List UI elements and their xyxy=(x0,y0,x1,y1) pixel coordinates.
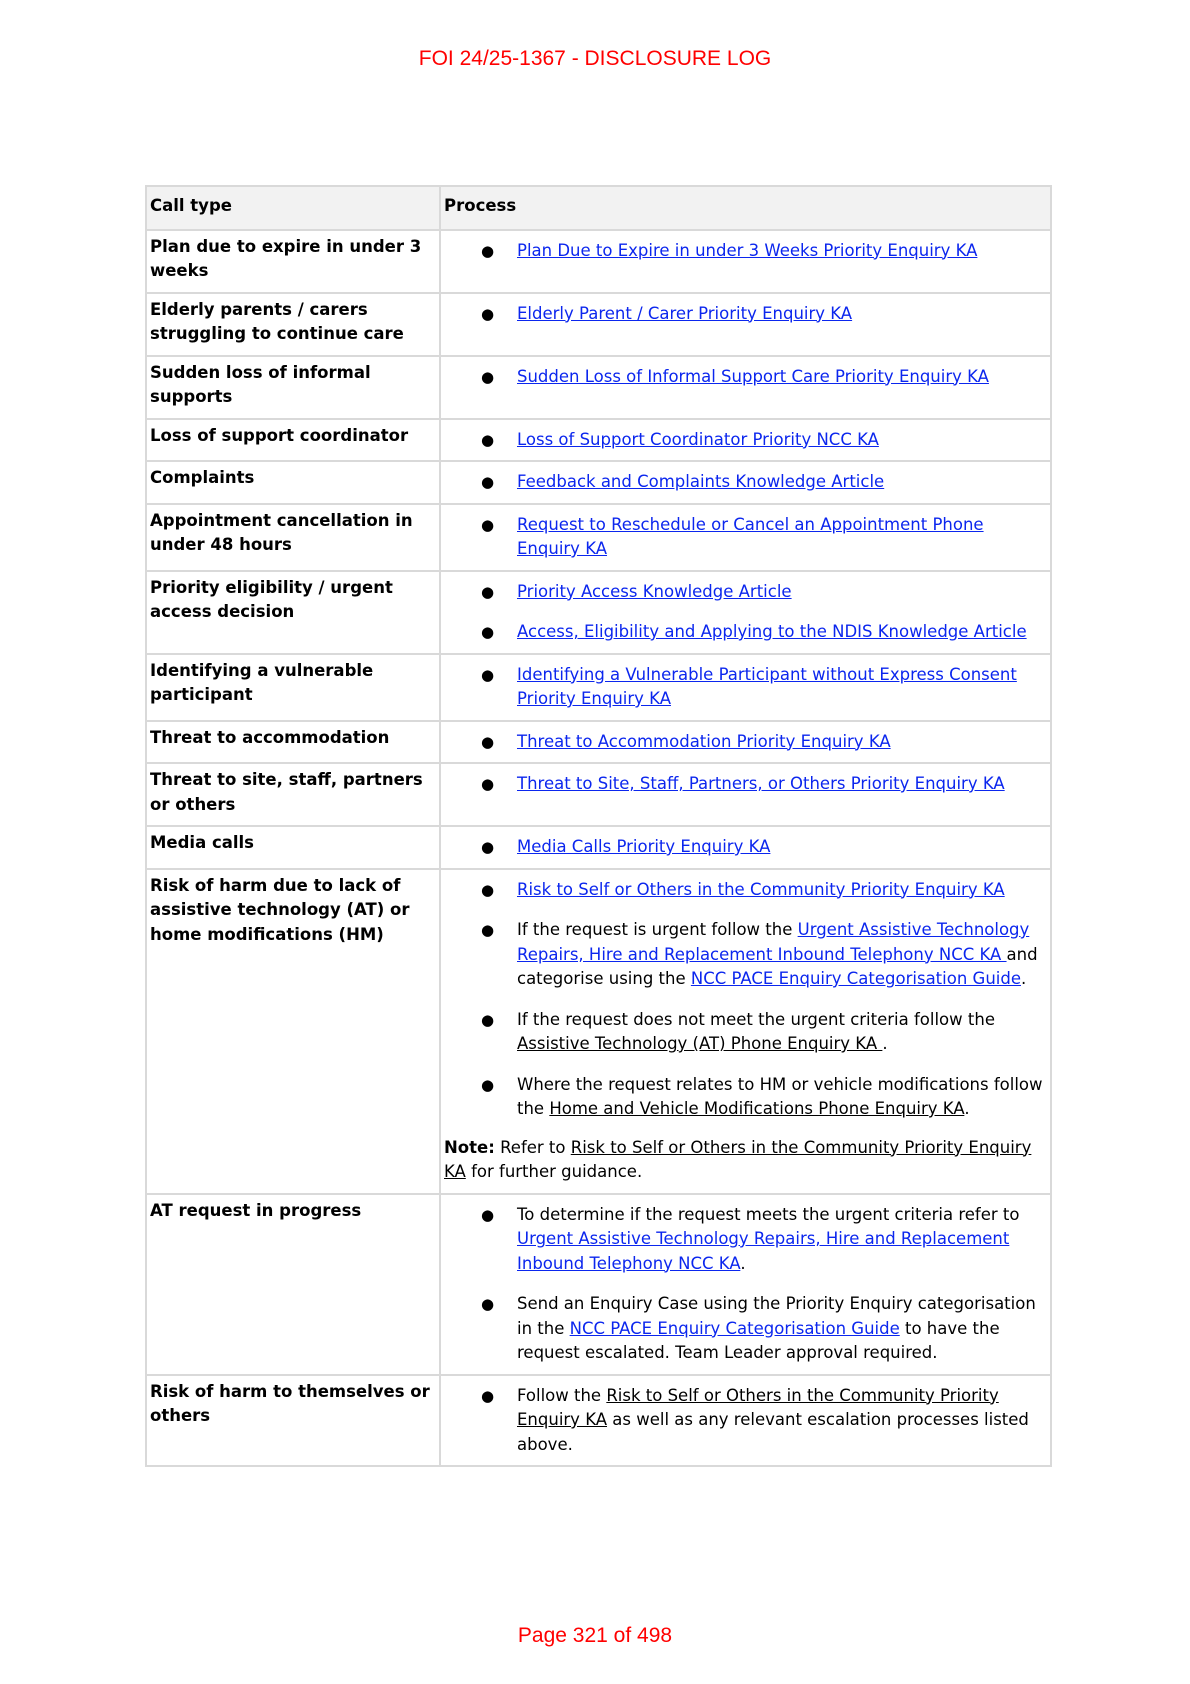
call-type-cell: Appointment cancellation in under 48 hours xyxy=(146,504,440,571)
list-item xyxy=(444,1292,1046,1366)
guide-link[interactable]: NCC PACE Enquiry Categorisation Guide xyxy=(690,969,1021,988)
call-type-cell: AT request in progress xyxy=(146,1194,440,1375)
call-type-cell: Priority eligibility / urgent access decision xyxy=(146,571,440,654)
list-item xyxy=(444,365,1046,390)
item-text: . xyxy=(882,1034,888,1053)
list-item xyxy=(444,918,1046,992)
list-item xyxy=(444,513,1046,562)
ka-reference: Risk to Self or Others in the Community Priority Enquiry KA xyxy=(444,1137,1032,1181)
ka-link[interactable]: Feedback and Complaints Knowledge Article xyxy=(517,472,885,491)
list-item xyxy=(444,835,1046,860)
list-item xyxy=(444,239,1046,264)
bullet-icon xyxy=(481,1384,494,1409)
bullet-icon xyxy=(481,620,494,645)
table-row xyxy=(146,654,1051,721)
bullet-icon xyxy=(481,239,494,264)
ka-link[interactable]: Urgent Assistive Technology Repairs, Hire and Replacement Inbound Telephony NCC KA xyxy=(517,920,1030,964)
ka-link[interactable]: Priority Access Knowledge Article xyxy=(517,581,792,601)
item-text: . xyxy=(740,1253,746,1273)
item-text: . xyxy=(964,1099,970,1118)
item-text: and categorise using the xyxy=(517,944,1038,988)
call-type-cell: Sudden loss of informal supports xyxy=(146,356,440,419)
bullet-icon xyxy=(481,730,494,755)
ka-link[interactable]: Plan Due to Expire in under 3 Weeks Priority Enquiry KA xyxy=(517,240,978,260)
ka-link[interactable]: Media Calls Priority Enquiry KA xyxy=(517,837,771,856)
note-label: Note: xyxy=(444,1137,495,1157)
call-type-cell: Identifying a vulnerable participant xyxy=(146,654,440,721)
bullet-icon xyxy=(481,302,494,327)
ka-reference: Assistive Technology (AT) Phone Enquiry KA xyxy=(517,1034,883,1053)
disclosure-log-header: FOI 24/25-1367 - DISCLOSURE LOG xyxy=(418,47,772,70)
list-item xyxy=(444,620,1046,645)
item-text: If the request does not meet the urgent criteria follow the xyxy=(517,1009,995,1029)
list-item xyxy=(444,1073,1046,1122)
process-cell xyxy=(440,1194,1051,1375)
note-paragraph xyxy=(444,1136,1046,1185)
guide-link[interactable]: NCC PACE Enquiry Categorisation Guide xyxy=(569,1318,900,1338)
process-cell xyxy=(440,1375,1051,1467)
item-text: Where the request relates to HM or vehicle modifications follow the xyxy=(517,1074,1043,1118)
bullet-icon xyxy=(481,772,494,797)
bullet-icon xyxy=(481,1073,494,1098)
table-row xyxy=(146,230,1051,293)
ka-link[interactable]: Request to Reschedule or Cancel an Appointment Phone Enquiry KA xyxy=(517,514,984,558)
ka-link[interactable]: Elderly Parent / Carer Priority Enquiry KA xyxy=(517,303,853,323)
list-item xyxy=(444,470,1046,495)
process-cell xyxy=(440,654,1051,721)
process-cell xyxy=(440,571,1051,654)
table-row xyxy=(146,763,1051,826)
bullet-icon xyxy=(481,918,494,943)
process-cell xyxy=(440,293,1051,356)
bullet-icon xyxy=(481,878,494,903)
call-type-cell: Complaints xyxy=(146,461,440,504)
list-item xyxy=(444,302,1046,327)
column-header-process: Process xyxy=(440,186,1051,230)
list-item xyxy=(444,1203,1046,1277)
table-row xyxy=(146,504,1051,571)
bullet-icon xyxy=(481,1292,494,1317)
table-row xyxy=(146,571,1051,654)
process-cell xyxy=(440,721,1051,764)
ka-link[interactable]: Threat to Accommodation Priority Enquiry KA xyxy=(517,731,891,751)
call-type-cell: Media calls xyxy=(146,826,440,869)
ka-link[interactable]: Threat to Site, Staff, Partners, or Others Priority Enquiry KA xyxy=(517,774,1005,793)
ka-link[interactable]: Sudden Loss of Informal Support Care Priority Enquiry KA xyxy=(517,366,989,386)
ka-reference: Risk to Self or Others in the Community Priority Enquiry KA xyxy=(517,1385,999,1429)
ka-link[interactable]: Loss of Support Coordinator Priority NCC KA xyxy=(517,429,879,449)
process-cell xyxy=(440,826,1051,869)
table-row xyxy=(146,461,1051,504)
ka-link[interactable]: Urgent Assistive Technology Repairs, Hire and Replacement Inbound Telephony NCC KA xyxy=(517,1229,1010,1273)
table-header-row xyxy=(146,186,1051,230)
item-text: To determine if the request meets the urgent criteria refer to xyxy=(517,1204,1020,1224)
process-cell xyxy=(440,356,1051,419)
process-cell xyxy=(440,419,1051,462)
call-type-cell: Loss of support coordinator xyxy=(146,419,440,462)
process-cell xyxy=(440,230,1051,293)
ka-reference: Home and Vehicle Modifications Phone Enquiry KA xyxy=(549,1099,965,1118)
bullet-icon xyxy=(481,1203,494,1228)
list-item xyxy=(444,730,1046,755)
bullet-icon xyxy=(481,1008,494,1033)
ka-link[interactable]: Risk to Self or Others in the Community Priority Enquiry KA xyxy=(517,879,1005,899)
call-type-process-table xyxy=(145,185,1052,1467)
note-text: Refer to xyxy=(494,1137,571,1157)
table-row xyxy=(146,293,1051,356)
item-text: to have the request escalated. Team Leader approval required. xyxy=(517,1318,1000,1362)
call-type-cell: Elderly parents / carers struggling to continue care xyxy=(146,293,440,356)
item-text: Send an Enquiry Case using the Priority Enquiry categorisation in the xyxy=(517,1294,1036,1338)
table-row xyxy=(146,1375,1051,1467)
call-type-cell: Risk of harm to themselves or others xyxy=(146,1375,440,1467)
process-cell xyxy=(440,461,1051,504)
table-row xyxy=(146,826,1051,869)
list-item xyxy=(444,772,1046,797)
bullet-icon xyxy=(481,835,494,860)
call-type-cell: Risk of harm due to lack of assistive technology (AT) or home modifications (HM) xyxy=(146,869,440,1194)
process-cell xyxy=(440,869,1051,1194)
bullet-icon xyxy=(481,365,494,390)
list-item xyxy=(444,1384,1046,1458)
item-text: as well as any relevant escalation processes listed above. xyxy=(517,1410,1029,1454)
bullet-icon xyxy=(481,580,494,605)
note-text: for further guidance. xyxy=(465,1162,643,1181)
list-item xyxy=(444,428,1046,453)
bullet-icon xyxy=(481,663,494,688)
table-row xyxy=(146,869,1051,1194)
table-row xyxy=(146,419,1051,462)
bullet-icon xyxy=(481,470,494,495)
table-row xyxy=(146,356,1051,419)
table-row xyxy=(146,1194,1051,1375)
process-cell xyxy=(440,504,1051,571)
call-type-cell: Threat to site, staff, partners or others xyxy=(146,763,440,826)
list-item xyxy=(444,878,1046,903)
process-cell xyxy=(440,763,1051,826)
list-item xyxy=(444,580,1046,605)
item-text: If the request is urgent follow the xyxy=(517,920,798,939)
call-type-cell: Threat to accommodation xyxy=(146,721,440,764)
page-number: Page 321 of 498 xyxy=(517,1624,673,1647)
call-type-cell: Plan due to expire in under 3 weeks xyxy=(146,230,440,293)
list-item xyxy=(444,663,1046,712)
item-text: Follow the xyxy=(517,1385,607,1405)
ka-link[interactable]: Identifying a Vulnerable Participant without Express Consent Priority Enquiry KA xyxy=(517,664,1017,708)
item-text: . xyxy=(1020,969,1027,988)
ka-link[interactable]: Access, Eligibility and Applying to the NDIS Knowledge Article xyxy=(517,622,1027,641)
table-row xyxy=(146,721,1051,764)
column-header-call-type: Call type xyxy=(146,186,440,230)
bullet-icon xyxy=(481,428,494,453)
bullet-icon xyxy=(481,513,494,538)
list-item xyxy=(444,1008,1046,1057)
